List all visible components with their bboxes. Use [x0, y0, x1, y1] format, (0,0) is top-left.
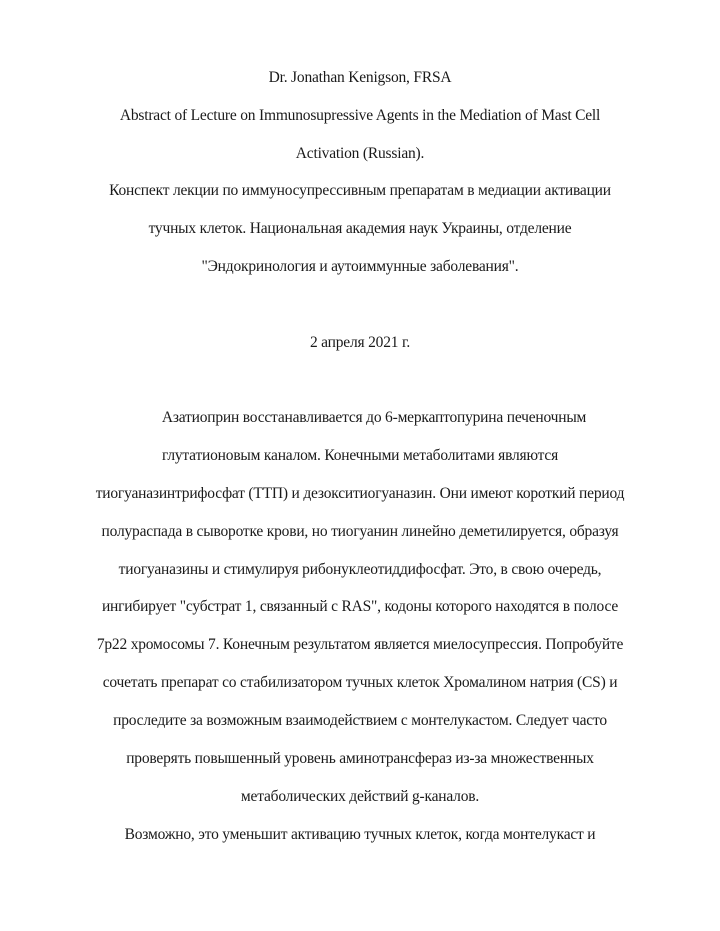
body-line-1: Азатиоприн восстанавливается до 6-меркаптопурина печеночным: [161, 409, 587, 426]
title-ru-line-2: тучных клеток. Национальная академия наук Украины, отделение: [148, 220, 572, 237]
body-line-5: тиогуаназины и стимулируя рибонуклеотиддифосфат. Это, в свою очередь,: [118, 561, 602, 578]
body-line-11: метаболических действий g-каналов.: [240, 788, 480, 805]
body-line-3: тиогуаназинтрифосфат (ТТП) и дезокситиогуаназин. Они имеют короткий период: [95, 485, 625, 502]
body-line-12: Возможно, это уменьшит активацию тучных клеток, когда монтелукаст и: [124, 826, 596, 843]
document-date: 2 апреля 2021 г.: [309, 334, 411, 351]
title-en-line-1: Abstract of Lecture on Immunosupressive Agents in the Mediation of Mast Cell: [119, 107, 601, 124]
body-line-10: проверять повышенный уровень аминотрансфераз из-за множественных: [126, 750, 594, 767]
title-en-line-2: Activation (Russian).: [295, 145, 425, 162]
title-ru-line-1: Конспект лекции по иммуносупрессивным препаратам в медиации активации: [109, 182, 611, 199]
body-line-6: ингибирует "субстрат 1, связанный с RAS", кодоны которого находятся в полосе: [101, 598, 619, 615]
title-ru-line-3: "Эндокринология и аутоиммунные заболевания".: [201, 258, 519, 275]
body-line-4: полураспада в сыворотке крови, но тиогуанин линейно деметилируется, образуя: [101, 523, 619, 540]
body-line-9: проследите за возможным взаимодействием с монтелукастом. Следует часто: [113, 712, 607, 729]
body-line-2: глутатионовым каналом. Конечными метаболитами являются: [161, 447, 559, 464]
body-line-8: сочетать препарат со стабилизатором тучных клеток Хромалином натрия (CS) и: [102, 674, 618, 691]
body-line-7: 7p22 хромосомы 7. Конечным результатом является миелосупрессия. Попробуйте: [96, 636, 624, 653]
author-line: Dr. Jonathan Kenigson, FRSA: [268, 69, 452, 86]
